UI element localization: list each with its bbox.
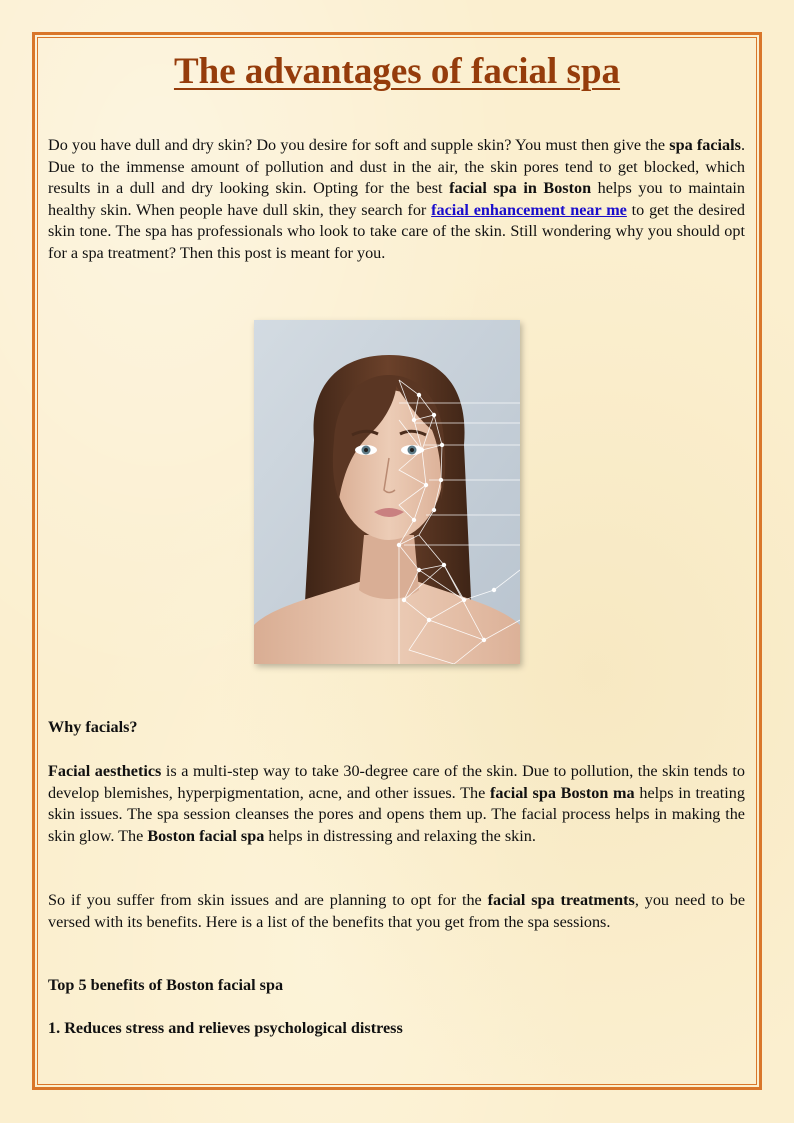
why-facials-heading: Why facials? (48, 718, 138, 736)
intro-text-4: to get the desired skin tone. The spa has professionals who look to take care of the skin. Still wondering why you should opt for a spa treatment? Then this post is meant for you. (48, 200, 745, 262)
para3-text-2: , you need to be versed with its benefits. Here is a list of the benefits that you get from the spa sessions. (48, 891, 746, 931)
para2-text-3: helps in distressing and relaxing the skin. (264, 826, 536, 845)
intro-text-3: helps you to maintain healthy skin. When people have dull skin, they search for (48, 179, 745, 219)
intro-paragraph (48, 135, 745, 264)
intro-bold-spa-facials: spa facials (669, 136, 741, 154)
facial-aesthetics-paragraph (48, 761, 745, 847)
facial-mapping-photo (254, 320, 520, 664)
para3-text-1: So if you suffer from skin issues and are planning to opt for the (48, 891, 488, 909)
intro-bold-facial-spa-boston: facial spa in Boston (449, 179, 592, 197)
skin-issues-paragraph (48, 890, 745, 933)
face-illustration (254, 320, 520, 664)
bold-facial-aesthetics: Facial aesthetics (48, 762, 162, 780)
bold-boston-facial-spa: Boston facial spa (147, 826, 265, 845)
benefits-heading: Top 5 benefits of Boston facial spa (48, 976, 284, 994)
bold-facial-spa-treatments: facial spa treatments (487, 891, 635, 909)
intro-text-2: . Due to the immense amount of pollution and dust in the air, the skin pores tend to get blocked, which results in a dull and dry looking skin. Opting for the best (48, 136, 745, 197)
facial-enhancement-link[interactable]: facial enhancement near me (431, 200, 627, 219)
para2-text-1: is a multi-step way to take 30-degree care of the skin. Due to pollution, the skin tends to develop blemishes, hyperpigmentation, acne, and other issues. The (48, 762, 745, 802)
page-title: The advantages of facial spa (173, 51, 621, 92)
para2-text-2: helps in treating skin issues. The spa session cleanses the pores and opens them up. The facial process helps in making the skin glow. The (48, 783, 745, 845)
benefit-1-heading: 1. Reduces stress and relieves psychological distress (48, 1019, 403, 1037)
bold-facial-spa-boston-ma: facial spa Boston ma (490, 783, 635, 802)
intro-text-1: Do you have dull and dry skin? Do you desire for soft and supple skin? You must then give the (48, 136, 670, 154)
